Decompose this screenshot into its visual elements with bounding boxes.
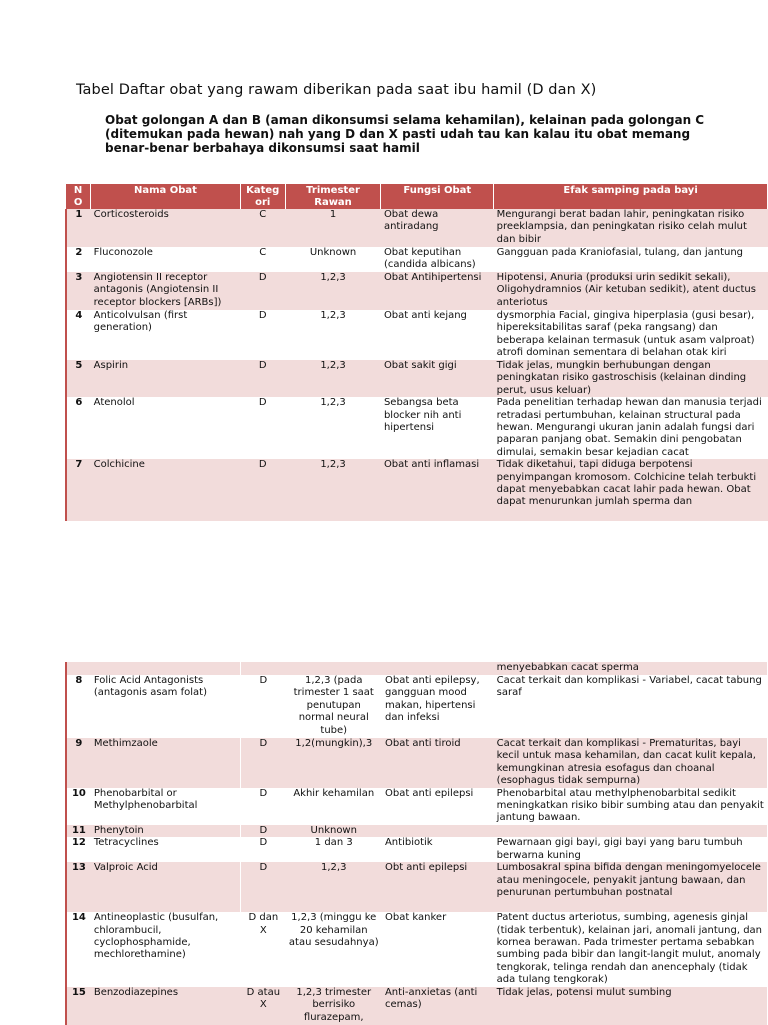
row-trimester: 1,2,3 (minggu ke 20 kehamilan atau sesudahnya) <box>286 912 382 986</box>
row-trimester: 1,2,3 trimester berrisiko flurazepam, <box>286 987 382 1025</box>
row-trimester: Akhir kehamilan <box>286 788 382 825</box>
row-no: 9 <box>66 738 91 788</box>
row-kategori: D <box>241 738 285 788</box>
row-fungsi <box>382 825 494 837</box>
row-no: 6 <box>66 397 91 459</box>
page-title: Tabel Daftar obat yang rawam diberikan pada saat ibu hamil (D dan X) <box>76 82 597 98</box>
drug-table-part-1 <box>65 184 768 521</box>
row-kategori: D <box>240 272 285 310</box>
table-row <box>66 862 767 912</box>
table-row <box>66 310 768 360</box>
row-kategori: D <box>241 825 285 837</box>
row-efek-continuation: menyebabkan cacat sperma <box>494 662 767 675</box>
row-fungsi: Obat kanker <box>382 912 494 986</box>
row-name: Corticosteroids <box>91 209 241 247</box>
row-efek <box>494 825 767 837</box>
row-no: 5 <box>66 360 91 397</box>
row-kategori: D dan X <box>241 912 285 986</box>
row-kategori: D <box>240 310 285 360</box>
row-trimester: 1,2,3 <box>285 459 381 521</box>
table-row <box>66 987 767 1025</box>
row-kategori: D atau X <box>241 987 285 1025</box>
row-trimester: Unknown <box>286 825 382 837</box>
row-kategori: C <box>240 247 285 272</box>
row-fungsi: Obat Antihipertensi <box>381 272 494 310</box>
header-fungsi: Fungsi Obat <box>381 184 494 209</box>
row-efek: Hipotensi, Anuria (produksi urin sedikit sekali), Oligohydramnios (Air ketuban sedikit), atent ductus anteriotus <box>494 272 768 310</box>
row-trimester: 1,2,3 <box>286 862 382 912</box>
row-no: 8 <box>66 675 91 738</box>
row-fungsi: Obat anti inflamasi <box>381 459 494 521</box>
row-name: Methimzaole <box>91 738 241 788</box>
row-efek: Phenobarbital atau methylphenobarbital sedikit meningkatkan risiko bibir sumbing atau dan penyakit jantung bawaan. <box>494 788 767 825</box>
row-efek: Lumbosakral spina bifida dengan meningomyelocele atau meningocele, penyakit jantung bawaan, dan penurunan pertumbuhan postnatal <box>494 862 767 912</box>
header-no: N O <box>66 184 91 209</box>
row-efek: Cacat terkait dan komplikasi - Variabel, cacat tabung saraf <box>494 675 767 738</box>
table-row-continuation <box>66 662 767 675</box>
row-fungsi: Obt anti epilepsi <box>382 862 494 912</box>
row-fungsi: Obat keputihan (candida albicans) <box>381 247 494 272</box>
row-trimester: 1,2,3 <box>285 272 381 310</box>
row-kategori: D <box>241 675 285 738</box>
table-row <box>66 738 767 788</box>
row-name: Angiotensin II receptor antagonis (Angiotensin II receptor blockers [ARBs]) <box>91 272 241 310</box>
row-no: 11 <box>66 825 91 837</box>
row-kategori: D <box>240 360 285 397</box>
row-name: Fluconozole <box>91 247 241 272</box>
row-efek: Cacat terkait dan komplikasi - Prematuritas, bayi kecil untuk masa kehamilan, dan cacat kulit kepala, kemungkinan atresia esofagus dan choanal (esophagus tidak sempurna) <box>494 738 767 788</box>
row-no: 3 <box>66 272 91 310</box>
row-name: Folic Acid Antagonists (antagonis asam folat) <box>91 675 241 738</box>
drug-table-part-2 <box>65 662 768 1025</box>
row-fungsi: Obat dewa antiradang <box>381 209 494 247</box>
row-trimester: 1,2,3 <box>285 397 381 459</box>
table-row <box>66 837 767 862</box>
row-name: Phenobarbital or Methylphenobarbital <box>91 788 241 825</box>
row-fungsi: Obat sakit gigi <box>381 360 494 397</box>
row-kategori: D <box>240 397 285 459</box>
row-trimester: 1,2,3 (pada trimester 1 saat penutupan normal neural tube) <box>286 675 382 738</box>
row-name: Tetracyclines <box>91 837 241 862</box>
row-efek: Pada penelitian terhadap hewan dan manusia terjadi retradasi pertumbuhan, kelainan structural pada hewan. Mengurangi ukuran janin adalah fungsi dari paparan panjang obat. Semakin dini pengobatan dimulai, semakin besar kejadian cacat <box>494 397 768 459</box>
row-no: 14 <box>66 912 91 986</box>
row-name: Atenolol <box>91 397 241 459</box>
row-fungsi: Sebangsa beta blocker nih anti hipertensi <box>381 397 494 459</box>
row-trimester: 1 dan 3 <box>286 837 382 862</box>
row-name: Phenytoin <box>91 825 241 837</box>
row-fungsi: Obat anti epilepsy, gangguan mood makan, hipertensi dan infeksi <box>382 675 494 738</box>
row-efek: Gangguan pada Kraniofasial, tulang, dan jantung <box>494 247 768 272</box>
row-name: Anticolvulsan (first generation) <box>91 310 241 360</box>
row-name: Aspirin <box>91 360 241 397</box>
row-kategori: D <box>240 459 285 521</box>
row-no: 12 <box>66 837 91 862</box>
row-trimester: 1,2(mungkin),3 <box>286 738 382 788</box>
row-efek: Tidak jelas, mungkin berhubungan dengan peningkatan risiko gastroschisis (kelainan dinding perut, usus keluar) <box>494 360 768 397</box>
row-kategori: D <box>241 862 285 912</box>
header-trimester: Trimester Rawan <box>285 184 381 209</box>
header-kategori: Kateg ori <box>240 184 285 209</box>
table-row <box>66 209 768 247</box>
row-efek: Pewarnaan gigi bayi, gigi bayi yang baru tumbuh berwarna kuning <box>494 837 767 862</box>
row-name: Valproic Acid <box>91 862 241 912</box>
row-trimester: 1,2,3 <box>285 360 381 397</box>
row-efek: Tidak jelas, potensi mulut sumbing <box>494 987 767 1025</box>
header-name: Nama Obat <box>91 184 241 209</box>
table-row <box>66 825 767 837</box>
table-row <box>66 247 768 272</box>
row-fungsi: Obat anti tiroid <box>382 738 494 788</box>
row-efek: Tidak diketahui, tapi diduga berpotensi penyimpangan kromosom. Colchicine telah terbukti dapat menyebabkan cacat lahir pada hewan. Obat dapat menurunkan jumlah sperma dan <box>494 459 768 521</box>
row-efek: Mengurangi berat badan lahir, peningkatan risiko preeklampsia, dan peningkatan risiko celah mulut dan bibir <box>494 209 768 247</box>
table-row <box>66 360 768 397</box>
row-efek: dysmorphia Facial, gingiva hiperplasia (gusi besar), hipereksitabilitas saraf (peka rangsang) dan beberapa kelainan termasuk (untuk asam valproat) atrofi dominan sementara di belahan otak kiri <box>494 310 768 360</box>
row-no: 2 <box>66 247 91 272</box>
intro-paragraph: Obat golongan A dan B (aman dikonsumsi selama kehamilan), kelainan pada golongan C (ditemukan pada hewan) nah yang D dan X pasti udah tau kan kalau itu obat memang benar-benar berbahaya dikonsumsi saat hamil <box>105 113 705 155</box>
row-fungsi: Obat anti epilepsi <box>382 788 494 825</box>
row-fungsi: Obat anti kejang <box>381 310 494 360</box>
row-trimester: 1 <box>285 209 381 247</box>
row-kategori: D <box>241 837 285 862</box>
row-no: 10 <box>66 788 91 825</box>
row-no: 4 <box>66 310 91 360</box>
row-no: 7 <box>66 459 91 521</box>
row-name: Colchicine <box>91 459 241 521</box>
row-name: Benzodiazepines <box>91 987 241 1025</box>
row-no: 1 <box>66 209 91 247</box>
table-row <box>66 397 768 459</box>
row-no: 15 <box>66 987 91 1025</box>
table-row <box>66 459 768 521</box>
table-row <box>66 912 767 986</box>
table-row <box>66 675 767 738</box>
row-trimester: 1,2,3 <box>285 310 381 360</box>
row-name: Antineoplastic (busulfan, chlorambucil, cyclophosphamide, mechlorethamine) <box>91 912 241 986</box>
row-no: 13 <box>66 862 91 912</box>
table-row <box>66 272 768 310</box>
row-kategori: D <box>241 788 285 825</box>
row-kategori: C <box>240 209 285 247</box>
row-efek: Patent ductus arteriotus, sumbing, agenesis ginjal (tidak terbentuk), kelainan jari, anomali jantung, dan kornea berawan. Pada trimester pertama sebabkan sumbing pada bibir dan langit-langit mulut, anomaly tengkorak, telinga rendah dan anencephaly (tidak ada tulang tengkorak) <box>494 912 767 986</box>
header-efek: Efak samping pada bayi <box>494 184 768 209</box>
row-trimester: Unknown <box>285 247 381 272</box>
table-row <box>66 788 767 825</box>
row-fungsi: Anti-anxietas (anti cemas) <box>382 987 494 1025</box>
row-fungsi: Antibiotik <box>382 837 494 862</box>
